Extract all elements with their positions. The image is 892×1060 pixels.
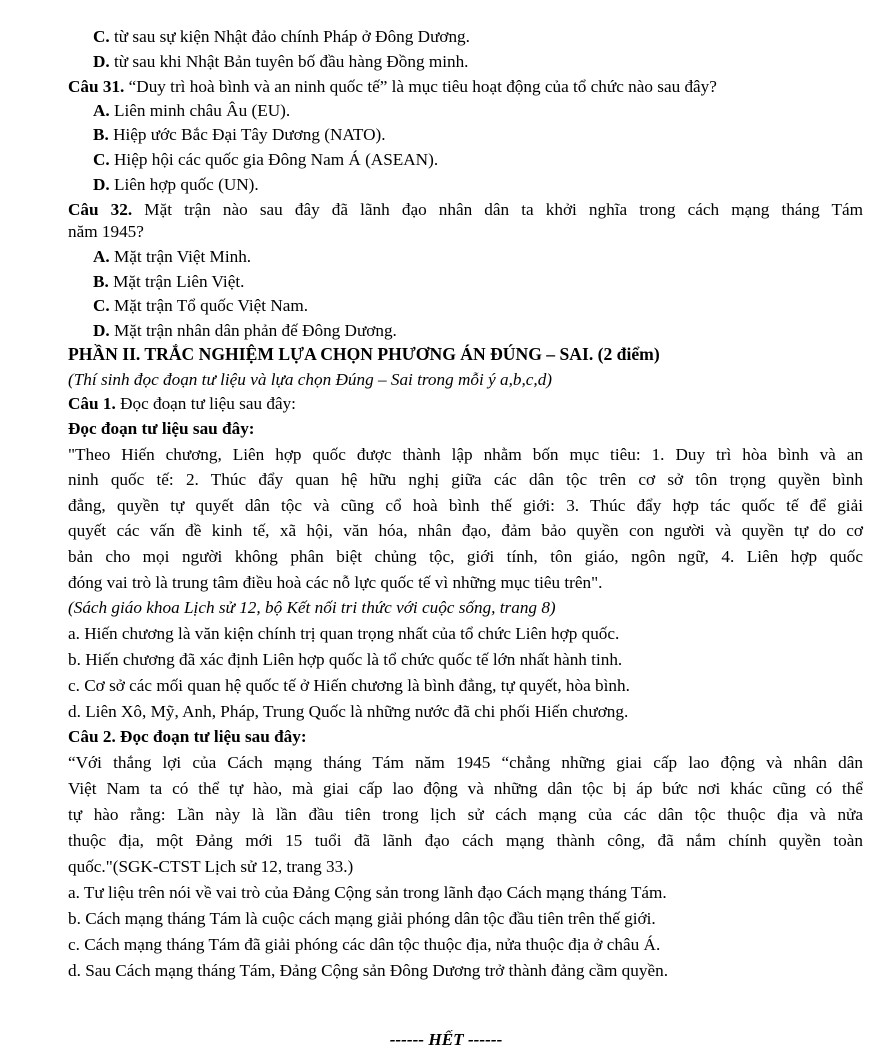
c1-passage-line: "Theo Hiến chương, Liên hợp quốc được thành lập nhằm bốn mục tiêu: 1. Duy trì hòa bình và an [68,445,863,464]
c1-statement-b: b. Hiến chương đã xác định Liên hợp quốc là tổ chức quốc tế lớn nhất hành tinh. [68,650,623,669]
c1-passage-line: đóng vai trò là trung tâm điều hoà các nỗ lực quốc tế vì những mục tiêu trên". [68,573,603,592]
q31-option-a: A. Liên minh châu Âu (EU). [93,101,291,120]
c2-heading: Câu 2. Đọc đoạn tư liệu sau đây: [68,727,307,746]
q32-stem-cont: năm 1945? [68,222,144,241]
end-marker: ------ HẾT ------ [389,1030,503,1049]
q32-option-b: B. Mặt trận Liên Việt. [93,272,245,291]
q30-option-c: C. từ sau sự kiện Nhật đảo chính Pháp ở Đông Dương. [93,27,470,46]
q30-option-d: D. từ sau khi Nhật Bản tuyên bố đầu hàng Đồng minh. [93,52,469,71]
q31-option-b: B. Hiệp ước Bắc Đại Tây Dương (NATO). [93,125,386,144]
q32-option-a: A. Mặt trận Việt Minh. [93,247,252,266]
c2-passage-line: “Với thắng lợi của Cách mạng tháng Tám năm 1945 “chẳng những giai cấp lao động và nhân dân [68,753,863,772]
q31-option-d: D. Liên hợp quốc (UN). [93,175,259,194]
c1-intro: Câu 1. Đọc đoạn tư liệu sau đây: [68,394,296,413]
c2-passage-line: Việt Nam ta có thể tự hào, mà giai cấp lao động và những dân tộc bị áp bức nơi khác cũng có thể [68,779,863,798]
c1-passage-line: quyết các vấn đề kinh tế, xã hội, văn hóa, nhân đạo, đảm bảo quyền con người và quyền tự do cơ [68,521,863,540]
c2-statement-c: c. Cách mạng tháng Tám đã giải phóng các dân tộc thuộc địa, nửa thuộc địa ở châu Á. [68,935,661,954]
c1-statement-d: d. Liên Xô, Mỹ, Anh, Pháp, Trung Quốc là những nước đã chi phối Hiến chương. [68,702,629,721]
c2-passage-line: quốc."(SGK-CTST Lịch sử 12, trang 33.) [68,857,354,876]
c1-source: (Sách giáo khoa Lịch sử 12, bộ Kết nối tri thức với cuộc sống, trang 8) [68,598,556,617]
q31-stem: Câu 31. “Duy trì hoà bình và an ninh quốc tế” là mục tiêu hoạt động của tổ chức nào sau đây? [68,77,717,96]
q32-option-d: D. Mặt trận nhân dân phản đế Đông Dương. [93,321,397,340]
q32-stem: Câu 32. Mặt trận nào sau đây đã lãnh đạo nhân dân ta khởi nghĩa trong cách mạng tháng Tám [68,200,863,219]
c2-passage-line: thuộc địa, một Đảng mới 15 tuổi đã lãnh đạo cách mạng thành công, đã nắm chính quyền toàn [68,831,863,850]
c1-passage-line: ninh quốc tế: 2. Thúc đẩy quan hệ hữu nghị giữa các dân tộc trên cơ sở tôn trọng quyền bình [68,470,863,489]
c1-passage-line: đẳng, quyền tự quyết dân tộc và cũng cổ hoà bình thế giới: 3. Thúc đẩy hợp tác quốc tế để giải [68,496,863,515]
c2-passage-line: tự hào rằng: Lần này là lần đầu tiên trong lịch sử cách mạng của các dân tộc thuộc địa và nửa [68,805,863,824]
c2-statement-d: d. Sau Cách mạng tháng Tám, Đảng Cộng sản Đông Dương trở thành đảng cầm quyền. [68,961,668,980]
c2-statement-a: a. Tư liệu trên nói về vai trò của Đảng Cộng sản trong lãnh đạo Cách mạng tháng Tám. [68,883,667,902]
c1-read-heading: Đọc đoạn tư liệu sau đây: [68,419,255,438]
c1-passage-line: bản cho mọi người không phân biệt chủng tộc, giới tính, tôn giáo, ngôn ngữ, 4. Liên hợp quốc [68,547,863,566]
q31-option-c: C. Hiệp hội các quốc gia Đông Nam Á (ASEAN). [93,150,439,169]
c1-statement-c: c. Cơ sở các mối quan hệ quốc tế ở Hiến chương là bình đẳng, tự quyết, hòa bình. [68,676,630,695]
part2-instruction: (Thí sinh đọc đoạn tư liệu và lựa chọn Đúng – Sai trong mỗi ý a,b,c,d) [68,370,553,389]
q32-option-c: C. Mặt trận Tổ quốc Việt Nam. [93,296,309,315]
c2-statement-b: b. Cách mạng tháng Tám là cuộc cách mạng giải phóng dân tộc đầu tiên trên thế giới. [68,909,656,928]
c1-statement-a: a. Hiến chương là văn kiện chính trị quan trọng nhất của tổ chức Liên hợp quốc. [68,624,620,643]
part2-heading: PHẦN II. TRẮC NGHIỆM LỰA CHỌN PHƯƠNG ÁN ĐÚNG – SAI. (2 điểm) [68,344,660,364]
